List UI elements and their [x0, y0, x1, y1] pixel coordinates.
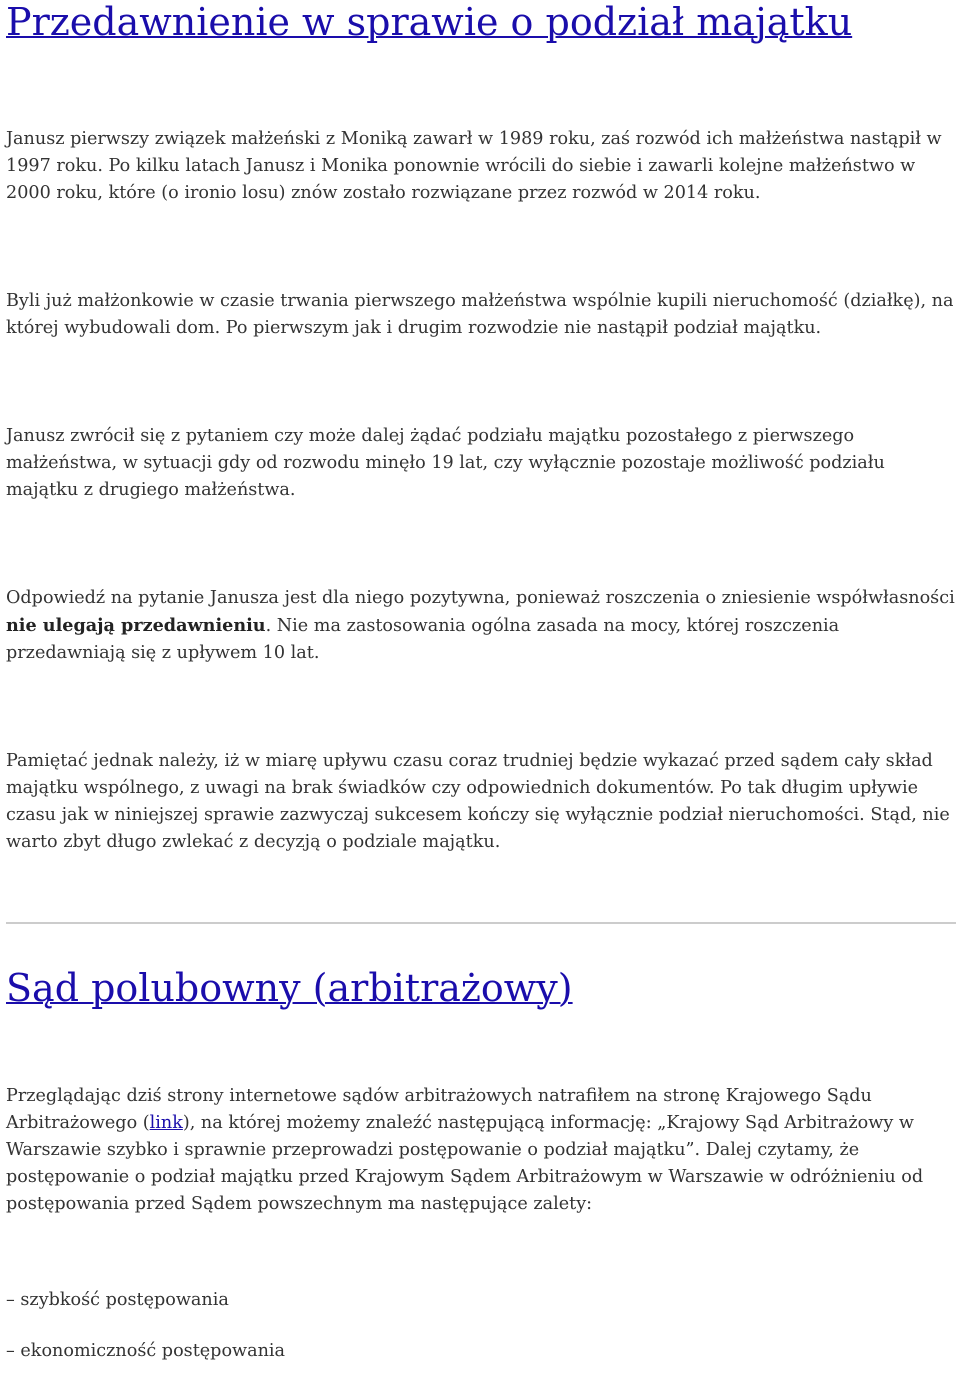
paragraph-text: Odpowiedź na pytanie Janusza jest dla niego pozytywna, ponieważ roszczenia o zniesienie współwłasności [6, 588, 955, 608]
inline-link[interactable]: link [149, 1113, 183, 1133]
article-paragraph: Byli już małżonkowie w czasie trwania pierwszego małżeństwa wspólnie kupili nieruchomość (działkę), na której wybudowali dom. Po pierwszym jak i drugim rozwodzie nie nastąpił podział majątku. [6, 291, 954, 338]
paragraph-text: . Nie ma zastosowania ogólna zasada na mocy, której roszczenia przedawniają się z upływem 10 lat. [6, 616, 840, 663]
list-item: – ekonomiczność postępowania [6, 1341, 286, 1361]
article-paragraph: Pamiętać jednak należy, iż w miarę upływu czasu coraz trudniej będzie wykazać przed sądem cały skład majątku wspólnego, z uwagi na brak świadków czy odpowiednich dokumentów. Po tak długim upływie czasu jak w niniejszej sprawie zazwyczaj sukcesem kończy się wyłącznie podział nieruchomości. Stąd, nie warto zbyt długo zwlekać z decyzją o podziale majątku. [6, 751, 950, 852]
bold-text: nie ulegają przedawnieniu [6, 615, 266, 636]
list-item: – szybkość postępowania [6, 1290, 229, 1310]
article-title [6, 0, 956, 44]
paragraph-text: Przeglądając dziś strony internetowe sądów arbitrażowych natrafiłem na stronę Krajowego Sądu Arbitrażowego ( [6, 1086, 872, 1133]
article-title-link[interactable]: Sąd polubowny (arbitrażowy) [6, 966, 573, 1010]
article-paragraph: Janusz zwrócił się z pytaniem czy może dalej żądać podziału majątku pozostałego z pierwszego małżeństwa, w sytuacji gdy od rozwodu minęło 19 lat, czy wyłącznie pozostaje możliwość podziału majątku z drugiego małżeństwa. [6, 426, 885, 500]
article-paragraph: Janusz pierwszy związek małżeński z Moniką zawarł w 1989 roku, zaś rozwód ich małżeństwa nastąpił w 1997 roku. Po kilku latach Janusz i Monika ponownie wrócili do siebie i zawarli kolejne małżeństwo w 2000 roku, które (o ironio losu) znów zostało rozwiązane przez rozwód w 2014 roku. [6, 129, 942, 203]
article-title [6, 966, 956, 1010]
paragraph-text: ), na której możemy znaleźć następującą informację: „Krajowy Sąd Arbitrażowy w Warszawie szybko i sprawnie przeprowadzi postępowanie o podział majątku”. Dalej czytamy, że postępowanie o podział majątku przed Krajowym Sądem Arbitrażowym w Warszawie w odróżnieniu od postępowania przed Sądem powszechnym ma następujące zalety: [6, 1113, 924, 1214]
article-paragraph [6, 1083, 956, 1218]
article-paragraph [6, 585, 956, 667]
article-title-link[interactable]: Przedawnienie w sprawie o podział majątku [6, 0, 853, 44]
article-divider [6, 922, 956, 924]
